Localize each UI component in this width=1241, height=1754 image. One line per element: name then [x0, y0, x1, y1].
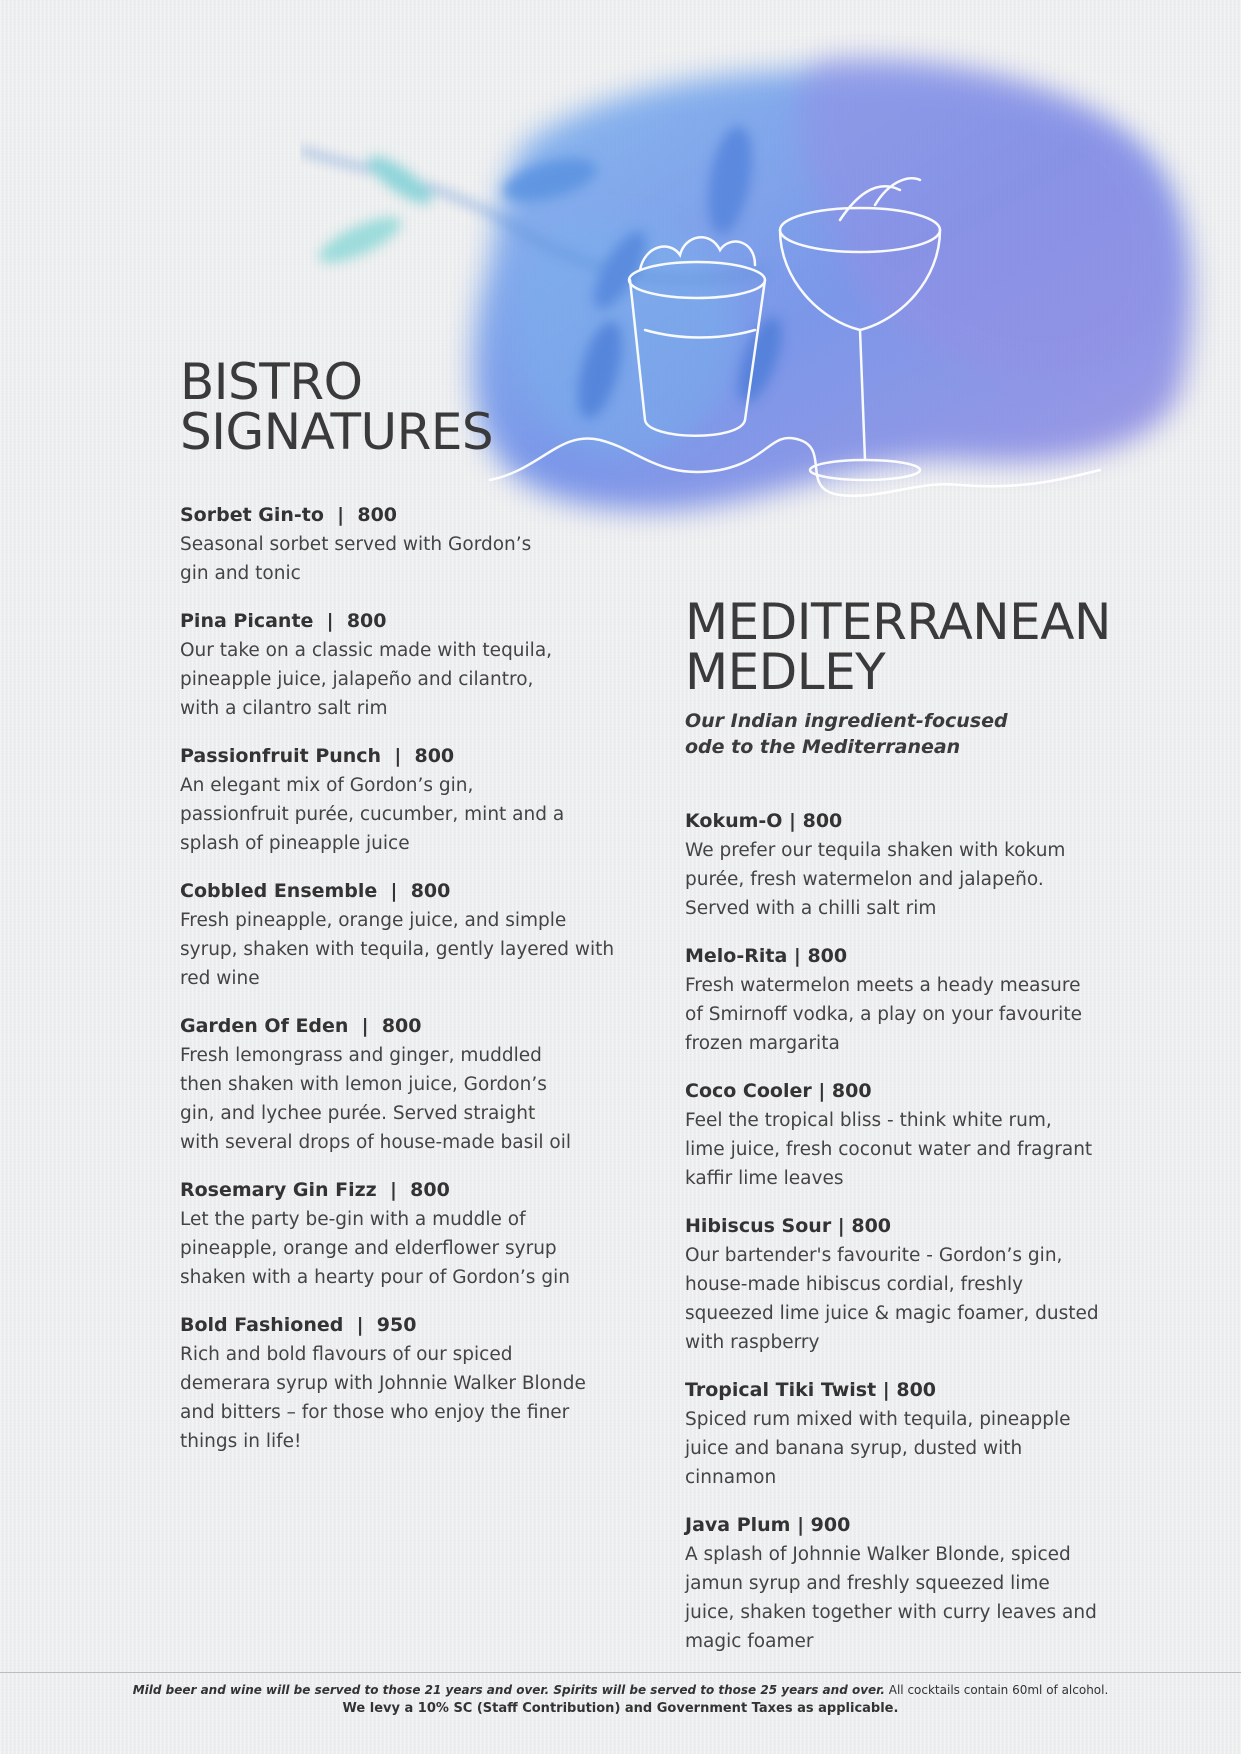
item-name: Hibiscus Sour | 800 [685, 1215, 892, 1237]
cocktail-illustration [300, 30, 1241, 550]
menu-item [180, 1175, 620, 1292]
item-description: We prefer our tequila shaken with kokum purée, fresh watermelon and jalapeño. Served with a chilli salt rim [685, 840, 1066, 919]
footer-divider [0, 1672, 1241, 1673]
item-name: Sorbet Gin-to | 800 [180, 504, 398, 526]
item-description: Our bartender's favourite - Gordon’s gin, house-made hibiscus cordial, freshly squeezed lime juice & magic foamer, dusted with raspberry [685, 1245, 1099, 1353]
menu-item [685, 806, 1105, 923]
item-description: Spiced rum mixed with tequila, pineapple juice and banana syrup, dusted with cinnamon [685, 1409, 1071, 1488]
menu-item [685, 941, 1105, 1058]
item-description: Fresh lemongrass and ginger, muddled then shaken with lemon juice, Gordon’s gin, and lychee purée. Served straight with several drops of house-made basil oil [180, 1045, 571, 1153]
menu-item [685, 1211, 1105, 1357]
item-name: Passionfruit Punch | 800 [180, 745, 455, 767]
menu-item [180, 1310, 620, 1456]
item-description: Let the party be-gin with a muddle of pineapple, orange and elderflower syrup shaken with a hearty pour of Gordon’s gin [180, 1209, 570, 1288]
bistro-signatures-title [180, 353, 494, 461]
item-name: Pina Picante | 800 [180, 610, 387, 632]
item-description: Feel the tropical bliss - think white rum, lime juice, fresh coconut water and fragrant kaffir lime leaves [685, 1110, 1093, 1189]
item-description: Fresh watermelon meets a heady measure of Smirnoff vodka, a play on your favourite frozen margarita [685, 975, 1082, 1054]
bistro-signatures-list [180, 500, 620, 1474]
item-name: Coco Cooler | 800 [685, 1080, 872, 1102]
item-name: Bold Fashioned | 950 [180, 1314, 417, 1336]
item-name: Rosemary Gin Fizz | 800 [180, 1179, 450, 1201]
footer [0, 1681, 1241, 1719]
item-name: Cobbled Ensemble | 800 [180, 880, 451, 902]
menu-item [685, 1375, 1105, 1492]
title-line-1: BISTRO [180, 353, 363, 411]
section-subtitle: Our Indian ingredient-focused ode to the Mediterranean [685, 710, 1008, 758]
age-policy-italic: Mild beer and wine will be served to those 21 years and over. Spirits will be served to those 25 years and over. [132, 1683, 885, 1697]
item-description: Our take on a classic made with tequila, pineapple juice, jalapeño and cilantro, with a cilantro salt rim [180, 640, 553, 719]
title-line-1: MEDITERRANEAN [685, 593, 1111, 651]
item-name: Tropical Tiki Twist | 800 [685, 1379, 937, 1401]
menu-item [180, 500, 620, 588]
menu-item [685, 1076, 1105, 1193]
item-description: Seasonal sorbet served with Gordon’s gin and tonic [180, 534, 532, 584]
mediterranean-medley-title [685, 593, 1111, 701]
title-line-2: MEDLEY [685, 643, 886, 701]
menu-item [180, 606, 620, 723]
watercolor-wash [473, 57, 1192, 510]
menu-item [685, 1510, 1105, 1656]
item-description: Fresh pineapple, orange juice, and simple syrup, shaken with tequila, gently layered with red wine [180, 910, 615, 989]
menu-item [180, 1011, 620, 1157]
item-name: Kokum-O | 800 [685, 810, 843, 832]
item-name: Melo-Rita | 800 [685, 945, 848, 967]
menu-item [180, 741, 620, 858]
item-name: Garden Of Eden | 800 [180, 1015, 422, 1037]
item-description: A splash of Johnnie Walker Blonde, spiced jamun syrup and freshly squeezed lime juice, shaken together with curry leaves and magic foamer [685, 1544, 1097, 1652]
tax-note: We levy a 10% SC (Staff Contribution) and Government Taxes as applicable. [342, 1701, 899, 1716]
item-description: Rich and bold flavours of our spiced demerara syrup with Johnnie Walker Blonde and bitters – for those who enjoy the finer things in life! [180, 1344, 586, 1452]
alcohol-content-note: All cocktails contain 60ml of alcohol. [884, 1683, 1109, 1697]
item-description: An elegant mix of Gordon’s gin, passionfruit purée, cucumber, mint and a splash of pineapple juice [180, 775, 565, 854]
mediterranean-medley-list [685, 806, 1105, 1674]
age-policy-note [0, 1681, 1241, 1699]
title-line-2: SIGNATURES [180, 403, 494, 461]
item-name: Java Plum | 900 [685, 1514, 851, 1536]
menu-item [180, 876, 620, 993]
